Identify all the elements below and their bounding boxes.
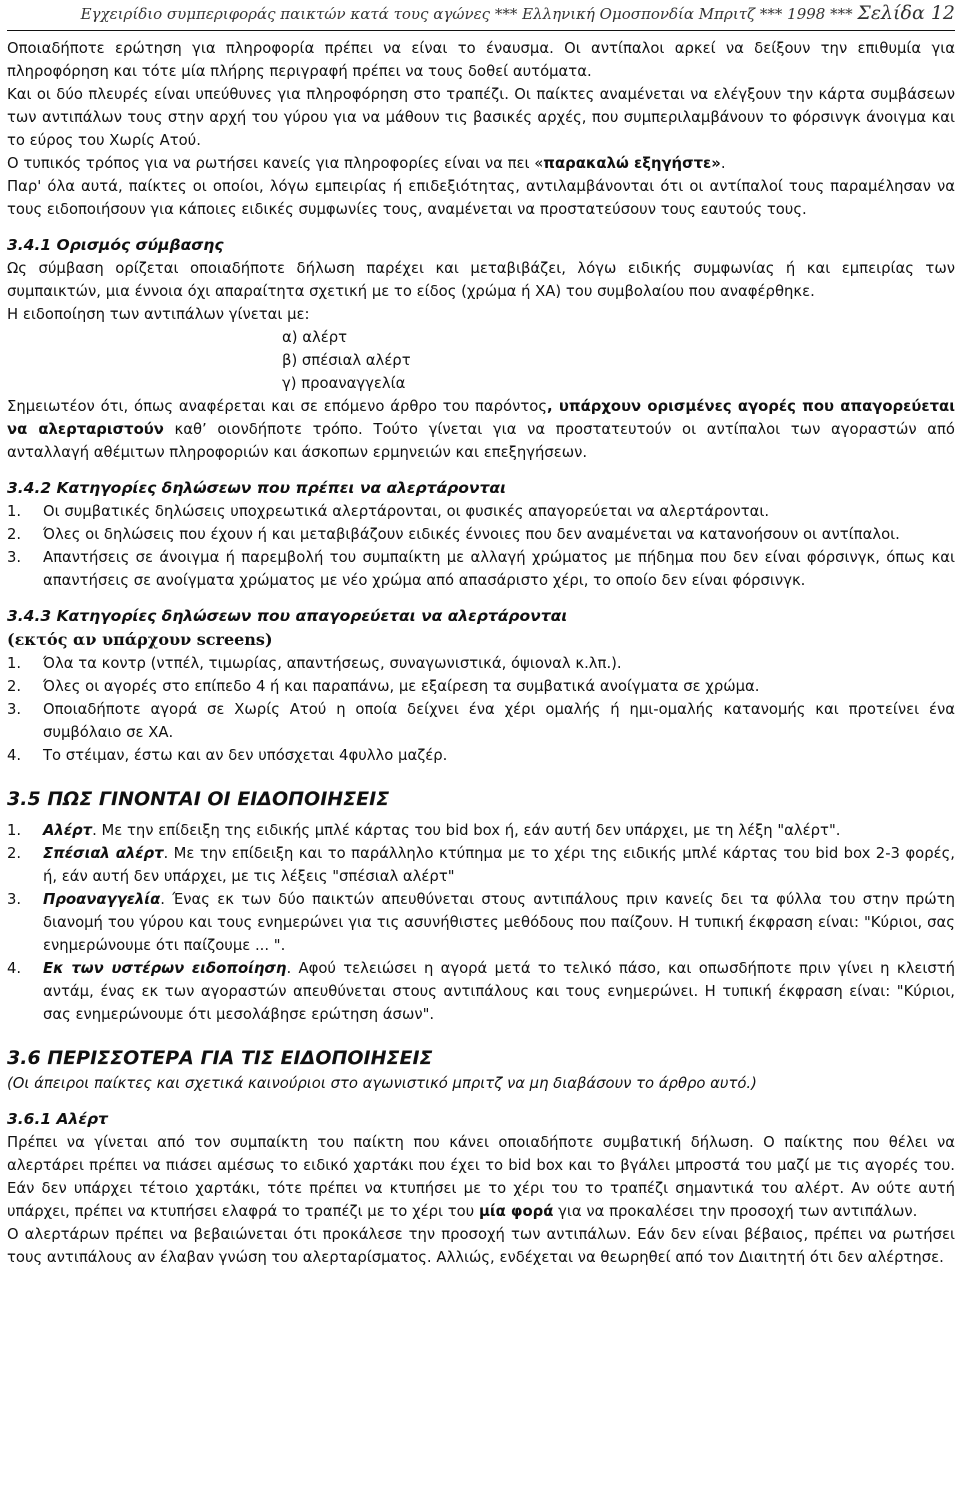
s341-p3-text-b: καθ’ οιονδήποτε τρόπο. Τούτο γίνεται για να προστατευτούν οι αντίπαλοι των αγοραστών από ανταλλαγή αθέμιτων πληροφοριών και άσκοπων ερμηνειών και επεξηγήσεων.: [7, 421, 955, 461]
section-3-4-2-title: 3.4.2 Κατηγορίες δηλώσεων που πρέπει να αλερτάρονται: [7, 479, 507, 497]
intro-p3-text: Ο τυπικός τρόπος για να ρωτήσει κανείς για πληροφορίες είναι να πει «: [7, 155, 544, 172]
list-term: Σπέσιαλ αλέρτ: [43, 845, 164, 862]
section-3-6-1-title: 3.6.1 Αλέρτ: [7, 1110, 108, 1128]
list-text: Το στέιμαν, έστω και αν δεν υπόσχεται 4φυλλο μαζέρ.: [43, 747, 448, 764]
s341-item-c: γ) προαναγγελία: [282, 375, 406, 392]
s342-list: [7, 500, 955, 592]
list-item: [7, 675, 955, 698]
section-3-4-3-subtitle: (εκτός αν υπάρχουν screens): [7, 630, 273, 649]
intro-p3-end: .: [720, 155, 726, 172]
section-3-6-note: (Οι άπειροι παίκτες και σχετικά καινούριοι στο αγωνιστικό μπριτζ να μη διαβάσουν το άρθρο αυτό.): [7, 1075, 757, 1092]
list-term: Εκ των υστέρων ειδοποίηση: [43, 960, 287, 977]
list-item: [7, 888, 955, 957]
list-number: 1.: [7, 503, 22, 520]
intro-paragraph-3: [7, 152, 955, 175]
s361-p1-bold: μία φορά: [478, 1203, 554, 1220]
s361-p1-text-b: για να προκαλέσει την προσοχή των αντιπάλων.: [553, 1203, 918, 1220]
s35-list: [7, 819, 955, 1026]
list-number: 2.: [7, 845, 22, 862]
intro-p3-bold: παρακαλώ εξηγήστε»: [543, 155, 721, 172]
s343-list: [7, 652, 955, 767]
list-number: 1.: [7, 655, 22, 672]
page-number: Σελίδα 12: [857, 2, 955, 24]
list-text: . Ένας εκ των δύο παικτών απευθύνεται στους αντιπάλους πριν κανείς δει τα φύλλα του στην πρώτη διανομή του γύρου και τους ενημερώνει για τις ασυνήθιστες μεθόδους που παίζουν. Η τυπική έκφραση είναι: "Κύριοι, σας ενημερώνουμε ότι παίζουμε ... ".: [43, 891, 955, 954]
list-number: 2.: [7, 678, 22, 695]
s361-paragraph-1: [7, 1131, 955, 1223]
list-text: . Με την επίδειξη και το παράλληλο κτύπημα με το χέρι της ειδικής μπλέ κάρτας του bid box 2-3 φορές, ή, εάν αυτή δεν υπάρχει, με τις λέξεις "σπέσιαλ αλέρτ": [43, 845, 955, 885]
list-text: . Με την επίδειξη της ειδικής μπλέ κάρτας του bid box ή, εάν αυτή δεν υπάρχει, με τη λέξη "αλέρτ".: [92, 822, 841, 839]
page-header: [7, 0, 955, 31]
intro-paragraph-4: Παρ' όλα αυτά, παίκτες οι οποίοι, λόγω εμπειρίας ή επιδεξιότητας, αντιλαμβάνονται ότι οι αντίπαλοί τους παραμέλησαν να τους ειδοποιήσουν για κάποιες ειδικές συμφωνίες τους, αναμένεται να προστατεύσουν τους εαυτούς τους.: [7, 178, 955, 218]
s341-item-b: β) σπέσιαλ αλέρτ: [282, 352, 411, 369]
list-item: [7, 819, 955, 842]
s341-p3-bold: , υπάρχουν ορισμένες αγορές που απαγορεύεται να αλερταριστούν: [7, 398, 955, 438]
list-item: [7, 744, 955, 767]
list-text: Όλες οι αγορές στο επίπεδο 4 ή και παραπάνω, με εξαίρεση τα συμβατικά ανοίγματα σε χρώμα.: [43, 678, 760, 695]
intro-paragraph-2: Και οι δύο πλευρές είναι υπεύθυνες για πληροφόρηση στο τραπέζι. Οι παίκτες αναμένεται να ελέγξουν την κάρτα συμβάσεων των αντιπάλων τους στην αρχή του γύρου για να μάθουν τις βασικές αρχές, που συμπεριλαμβάνουν το φόρσινγκ άνοιγμα και το εύρος του Χωρίς Ατού.: [7, 86, 955, 149]
list-item: [7, 652, 955, 675]
section-3-4-3-title: 3.4.3 Κατηγορίες δηλώσεων που απαγορεύεται να αλερτάρονται: [7, 607, 568, 625]
list-text: Όλα τα κοντρ (ντπέλ, τιμωρίας, απαντήσεως, συναγωνιστικά, όψιοναλ κ.λπ.).: [43, 655, 622, 672]
list-item: [7, 523, 955, 546]
list-text: . Αφού τελειώσει η αγορά μετά το τελικό πάσο, και οπωσδήποτε πριν γίνει η κλειστή αντάμ, ένας εκ των αγοραστών απευθύνεται στους αντιπάλους και τους ενημερώνει. Η τυπική έκφραση είναι: "Κύριοι, σας ενημερώνουμε ότι μεσολάβησε ερώτηση άσων".: [43, 960, 955, 1023]
section-3-6-title: 3.6 ΠΕΡΙΣΣΟΤΕΡΑ ΓΙΑ ΤΙΣ ΕΙΔΟΠΟΙΗΣΕΙΣ: [7, 1047, 433, 1069]
s341-paragraph-3: [7, 395, 955, 464]
list-text: Οποιαδήποτε αγορά σε Χωρίς Ατού η οποία δείχνει ένα χέρι ομαλής ή ημι-ομαλής κατανομής και προτείνει ένα συμβόλαιο σε ΧΑ.: [43, 701, 955, 741]
s361-p1-text-a: Πρέπει να γίνεται από τον συμπαίκτη του παίκτη που κάνει οποιαδήποτε συμβατική δήλωση. Ο παίκτης που θέλει να αλερτάρει πρέπει να πιάσει αμέσως το ειδικό χαρτάκι που έχει το bid box και το βγάλει μπροστά του μαζί με τις αγορές του. Εάν δεν υπάρχει τέτοιο χαρτάκι, τότε πρέπει να κτυπήσει με το χέρι του το τραπέζι σημαντικά του αλέρτ. Αν ούτε αυτή υπάρχει, πρέπει να κτυπήσει ελαφρά το τραπέζι με το χέρι του: [7, 1134, 955, 1220]
list-number: 2.: [7, 526, 22, 543]
section-3-5-title: 3.5 ΠΩΣ ΓΙΝΟΝΤΑΙ ΟΙ ΕΙΔΟΠΟΙΗΣΕΙΣ: [7, 788, 390, 810]
section-3-4-1-title: 3.4.1 Ορισμός σύμβασης: [7, 236, 224, 254]
list-text: Απαντήσεις σε άνοιγμα ή παρεμβολή του συμπαίκτη με αλλαγή χρώματος με πήδημα που δεν είναι φόρσινγκ, όπως και απαντήσεις σε ανοίγματα χρώματος με νέο χρώμα από απασάριστο χέρι, το οποίο δεν είναι φόρσινγκ.: [43, 549, 955, 589]
list-number: 3.: [7, 549, 22, 566]
list-item: [7, 842, 955, 888]
list-item: [7, 500, 955, 523]
list-item: [7, 957, 955, 1026]
list-number: 4.: [7, 747, 22, 764]
s361-paragraph-2: Ο αλερτάρων πρέπει να βεβαιώνεται ότι προκάλεσε την προσοχή των αντιπάλων. Εάν δεν είναι βέβαιος, πρέπει να ρωτήσει τους αντιπάλους αν έλαβαν γνώση του αλερταρίσματος. Αλλιώς, ενδέχεται να θεωρηθεί από τον Διαιτητή ότι δεν αλέρτησε.: [7, 1226, 955, 1266]
list-item: [7, 546, 955, 592]
s341-paragraph-1: Ως σύμβαση ορίζεται οποιαδήποτε δήλωση παρέχει και μεταβιβάζει, λόγω ειδικής συμφωνίας ή και εμπειρίας των συμπαικτών, μια έννοια όχι απαραίτητα σχετική με το είδος (χρώμα ή ΧΑ) του συμβολαίου που αναφέρθηκε.: [7, 260, 955, 300]
s341-p3-text-a: Σημειωτέον ότι, όπως αναφέρεται και σε επόμενο άρθρο του παρόντος: [7, 398, 548, 415]
list-text: Οι συμβατικές δηλώσεις υποχρεωτικά αλερτάρονται, οι φυσικές απαγορεύεται να αλερτάρονται.: [43, 503, 770, 520]
list-term: Αλέρτ: [43, 822, 93, 839]
document-page: [7, 0, 955, 1269]
list-text: Όλες οι δηλώσεις που έχουν ή και μεταβιβάζουν ειδικές έννοιες που δεν αναμένεται να κατανοήσουν οι αντίπαλοι.: [43, 526, 900, 543]
list-item: [7, 698, 955, 744]
list-number: 1.: [7, 822, 22, 839]
header-title: Εγχειρίδιο συμπεριφοράς παικτών κατά τους αγώνες *** Ελληνική Ομοσπονδία Μπριτζ *** 1998 ***: [80, 5, 858, 23]
list-number: 3.: [7, 701, 22, 718]
s341-paragraph-2: Η ειδοποίηση των αντιπάλων γίνεται με:: [7, 306, 310, 323]
list-number: 3.: [7, 891, 22, 908]
intro-paragraph-1: Οποιαδήποτε ερώτηση για πληροφορία πρέπει να είναι το έναυσμα. Οι αντίπαλοι αρκεί να δείξουν την επιθυμία για πληροφόρηση και τότε μία πλήρης περιγραφή πρέπει να τους δοθεί αυτόματα.: [7, 40, 955, 80]
s341-item-a: α) αλέρτ: [282, 329, 348, 346]
list-term: Προαναγγελία: [43, 891, 161, 908]
list-number: 4.: [7, 960, 22, 977]
